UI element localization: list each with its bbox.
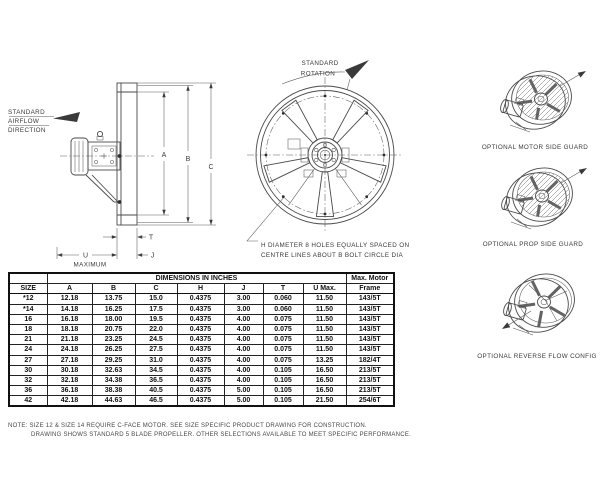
table-cell: 32.63 (92, 365, 135, 375)
hole-note-line2: CENTRE LINES ABOUT B BOLT CIRCLE DIA (261, 252, 404, 259)
table-cell: 4.00 (224, 324, 263, 334)
direction-arrow-icon (579, 168, 587, 175)
table-cell: 11.50 (303, 314, 346, 324)
table-cell: 5.00 (224, 386, 263, 396)
dimension-t (103, 235, 154, 242)
table-cell: 4.00 (224, 314, 263, 324)
airflow-label-line2: AIRFLOW (8, 118, 40, 125)
table-cell: 143/5T (346, 314, 394, 324)
table-cell: 36.5 (135, 375, 177, 385)
table-cell: 0.075 (263, 335, 303, 345)
table-cell: 16.50 (303, 365, 346, 375)
reverse-direction-arrow-icon (502, 322, 510, 329)
airflow-arrow-icon (53, 112, 80, 122)
table-cell: 16.18 (47, 314, 92, 324)
table-cell: 0.4375 (177, 294, 224, 304)
bolt-hole-note (247, 198, 409, 259)
table-cell: 5.00 (224, 396, 263, 407)
table-cell: 254/6T (346, 396, 394, 407)
dim-label-t: T (148, 234, 154, 242)
table-cell: 0.105 (263, 365, 303, 375)
col-header-t: T (263, 284, 303, 294)
table-cell: 17.5 (135, 304, 177, 314)
table-cell: 30.18 (47, 365, 92, 375)
table-cell: 24.18 (47, 345, 92, 355)
table-row (9, 335, 394, 345)
dim-label-j: J (150, 252, 155, 260)
table-cell: 16 (9, 314, 47, 324)
table-cell: 0.4375 (177, 365, 224, 375)
dimension-b (186, 86, 191, 223)
table-cell: 0.4375 (177, 345, 224, 355)
table-row (9, 304, 394, 314)
table-cell: 21.50 (303, 396, 346, 407)
rotation-label-line1: STANDARD (301, 60, 339, 67)
table-cell: 143/5T (346, 345, 394, 355)
motor-frame-header-bottom: Frame (346, 284, 394, 294)
table-cell: 32.18 (47, 375, 92, 385)
table-cell: 34.38 (92, 375, 135, 385)
table-cell: 0.075 (263, 324, 303, 334)
col-header-size: SIZE (9, 284, 47, 294)
dimension-c (208, 83, 213, 225)
dim-label-b: B (185, 156, 191, 163)
optional-motor-side-guard-view (482, 40, 588, 160)
table-cell: 16.50 (303, 375, 346, 385)
table-cell: 27 (9, 355, 47, 365)
rotation-label-line2: ROTATION (300, 70, 336, 78)
table-cell: 0.060 (263, 304, 303, 314)
hole-note-line1: H DIAMETER 8 HOLES EQUALLY SPACED ON (261, 242, 410, 249)
table-cell: 21.18 (47, 335, 92, 345)
table-cell: 0.075 (263, 355, 303, 365)
rotation-annotation (282, 60, 369, 90)
col-header-h: H (177, 284, 224, 294)
table-cell: 26.25 (92, 345, 135, 355)
table-cell: 38.38 (92, 386, 135, 396)
optional-prop-side-guard-label: OPTIONAL PROP SIDE GUARD (482, 241, 584, 248)
table-cell: 15.0 (135, 294, 177, 304)
table-row (9, 314, 394, 324)
eye-bolt-icon (97, 131, 102, 136)
optional-reverse-flow-label: OPTIONAL REVERSE FLOW CONFIG (477, 353, 597, 360)
table-cell: 13.25 (303, 355, 346, 365)
table-cell: 23.25 (92, 335, 135, 345)
note-line2: DRAWING SHOWS STANDARD 5 BLADE PROPELLER. OTHER SELECTIONS AVAILABLE TO MEET SPECIFIC PERFORMANCE. (31, 432, 412, 438)
table-cell: 4.00 (224, 335, 263, 345)
side-view-drawing (57, 83, 216, 269)
table-cell: *12 (9, 294, 47, 304)
table-cell: 11.50 (303, 335, 346, 345)
table-cell: 18.18 (47, 324, 92, 334)
table-cell: 4.00 (224, 355, 263, 365)
table-cell: 143/5T (346, 304, 394, 314)
col-header-c: C (135, 284, 177, 294)
table-cell: 18.00 (92, 314, 135, 324)
optional-prop-side-guard-view (483, 137, 587, 257)
motor-frame-header-top: Max. Motor (346, 273, 394, 284)
table-cell: 0.4375 (177, 355, 224, 365)
col-header-u-max: U Max. (303, 284, 346, 294)
airflow-label-line3: DIRECTION (8, 127, 46, 134)
optional-reverse-flow-view (477, 268, 596, 360)
table-row (9, 294, 394, 304)
table-cell: 143/5T (346, 335, 394, 345)
front-view-drawing (247, 60, 409, 259)
table-cell: 24 (9, 345, 47, 355)
table-cell: 31.0 (135, 355, 177, 365)
table-cell: 0.4375 (177, 386, 224, 396)
airflow-label-line1: STANDARD (8, 109, 45, 116)
table-cell: 0.4375 (177, 314, 224, 324)
dimensions-table (8, 272, 395, 407)
dimension-u (57, 253, 117, 269)
table-cell: 0.060 (263, 294, 303, 304)
maximum-label: MAXIMUM (73, 261, 107, 269)
table-cell: 13.75 (92, 294, 135, 304)
optional-motor-side-guard-label: OPTIONAL MOTOR SIDE GUARD (481, 144, 589, 151)
table-cell: 27.5 (135, 345, 177, 355)
table-cell: 143/5T (346, 324, 394, 334)
table-cell: 36 (9, 386, 47, 396)
table-cell: 14.18 (47, 304, 92, 314)
table-cell: 18 (9, 324, 47, 334)
dim-label-u: U (82, 252, 89, 260)
table-title: DIMENSIONS IN INCHES (47, 273, 346, 284)
dimension-a (162, 92, 167, 215)
table-cell: 0.105 (263, 396, 303, 407)
table-cell: 22.0 (135, 324, 177, 334)
table-cell: 213/5T (346, 375, 394, 385)
table-cell: 11.50 (303, 304, 346, 314)
table-cell: 11.50 (303, 294, 346, 304)
table-cell: 4.00 (224, 365, 263, 375)
table-cell: 11.50 (303, 324, 346, 334)
table-cell: 3.00 (224, 294, 263, 304)
table-cell: 40.5 (135, 386, 177, 396)
table-cell: 32 (9, 375, 47, 385)
table-cell: 42.18 (47, 396, 92, 407)
table-cell: 19.5 (135, 314, 177, 324)
table-cell: 29.25 (92, 355, 135, 365)
corner-cell (9, 273, 47, 284)
airflow-direction-annotation (8, 109, 80, 134)
dim-label-c: C (208, 164, 214, 171)
table-row (9, 365, 394, 375)
table-cell: 42 (9, 396, 47, 407)
table-cell: *14 (9, 304, 47, 314)
table-cell: 0.075 (263, 345, 303, 355)
rotation-arrow-icon (345, 60, 369, 79)
table-cell: 213/5T (346, 386, 394, 396)
table-row (9, 324, 394, 334)
table-cell: 4.00 (224, 345, 263, 355)
table-cell: 4.00 (224, 375, 263, 385)
table-cell: 0.4375 (177, 335, 224, 345)
table-cell: 0.4375 (177, 324, 224, 334)
table-cell: 16.50 (303, 386, 346, 396)
table-cell: 36.18 (47, 386, 92, 396)
hub (288, 138, 349, 177)
table-cell: 0.4375 (177, 375, 224, 385)
table-cell: 24.5 (135, 335, 177, 345)
table-cell: 34.5 (135, 365, 177, 375)
motor-assembly (60, 131, 154, 204)
table-cell: 16.25 (92, 304, 135, 314)
table-cell: 12.18 (47, 294, 92, 304)
note-line1: NOTE: SIZE 12 & SIZE 14 REQUIRE C-FACE MOTOR. SEE SIZE SPECIFIC PRODUCT DRAWING FOR CONSTRUCTION. (8, 423, 367, 429)
thumb-blades (519, 281, 567, 327)
table-row (9, 386, 394, 396)
table-cell: 143/5T (346, 294, 394, 304)
table-row (9, 355, 394, 365)
table-cell: 0.105 (263, 386, 303, 396)
dimension-j (137, 253, 154, 260)
table-cell: 182/4T (346, 355, 394, 365)
table-cell: 27.18 (47, 355, 92, 365)
table-row (9, 345, 394, 355)
col-header-b: B (92, 284, 135, 294)
table-cell: 0.105 (263, 375, 303, 385)
table-cell: 21 (9, 335, 47, 345)
table-body (9, 294, 394, 407)
table-cell: 44.63 (92, 396, 135, 407)
table-row (9, 375, 394, 385)
col-header-a: A (47, 284, 92, 294)
dim-label-a: A (161, 152, 167, 159)
table-cell: 213/5T (346, 365, 394, 375)
table-cell: 46.5 (135, 396, 177, 407)
table-cell: 0.4375 (177, 304, 224, 314)
table-cell: 3.00 (224, 304, 263, 314)
table-cell: 0.4375 (177, 396, 224, 407)
table-cell: 20.75 (92, 324, 135, 334)
col-header-j: J (224, 284, 263, 294)
table-cell: 30 (9, 365, 47, 375)
table-cell: 0.075 (263, 314, 303, 324)
table-cell: 11.50 (303, 345, 346, 355)
direction-arrow-icon (578, 71, 586, 78)
table-row (9, 396, 394, 407)
